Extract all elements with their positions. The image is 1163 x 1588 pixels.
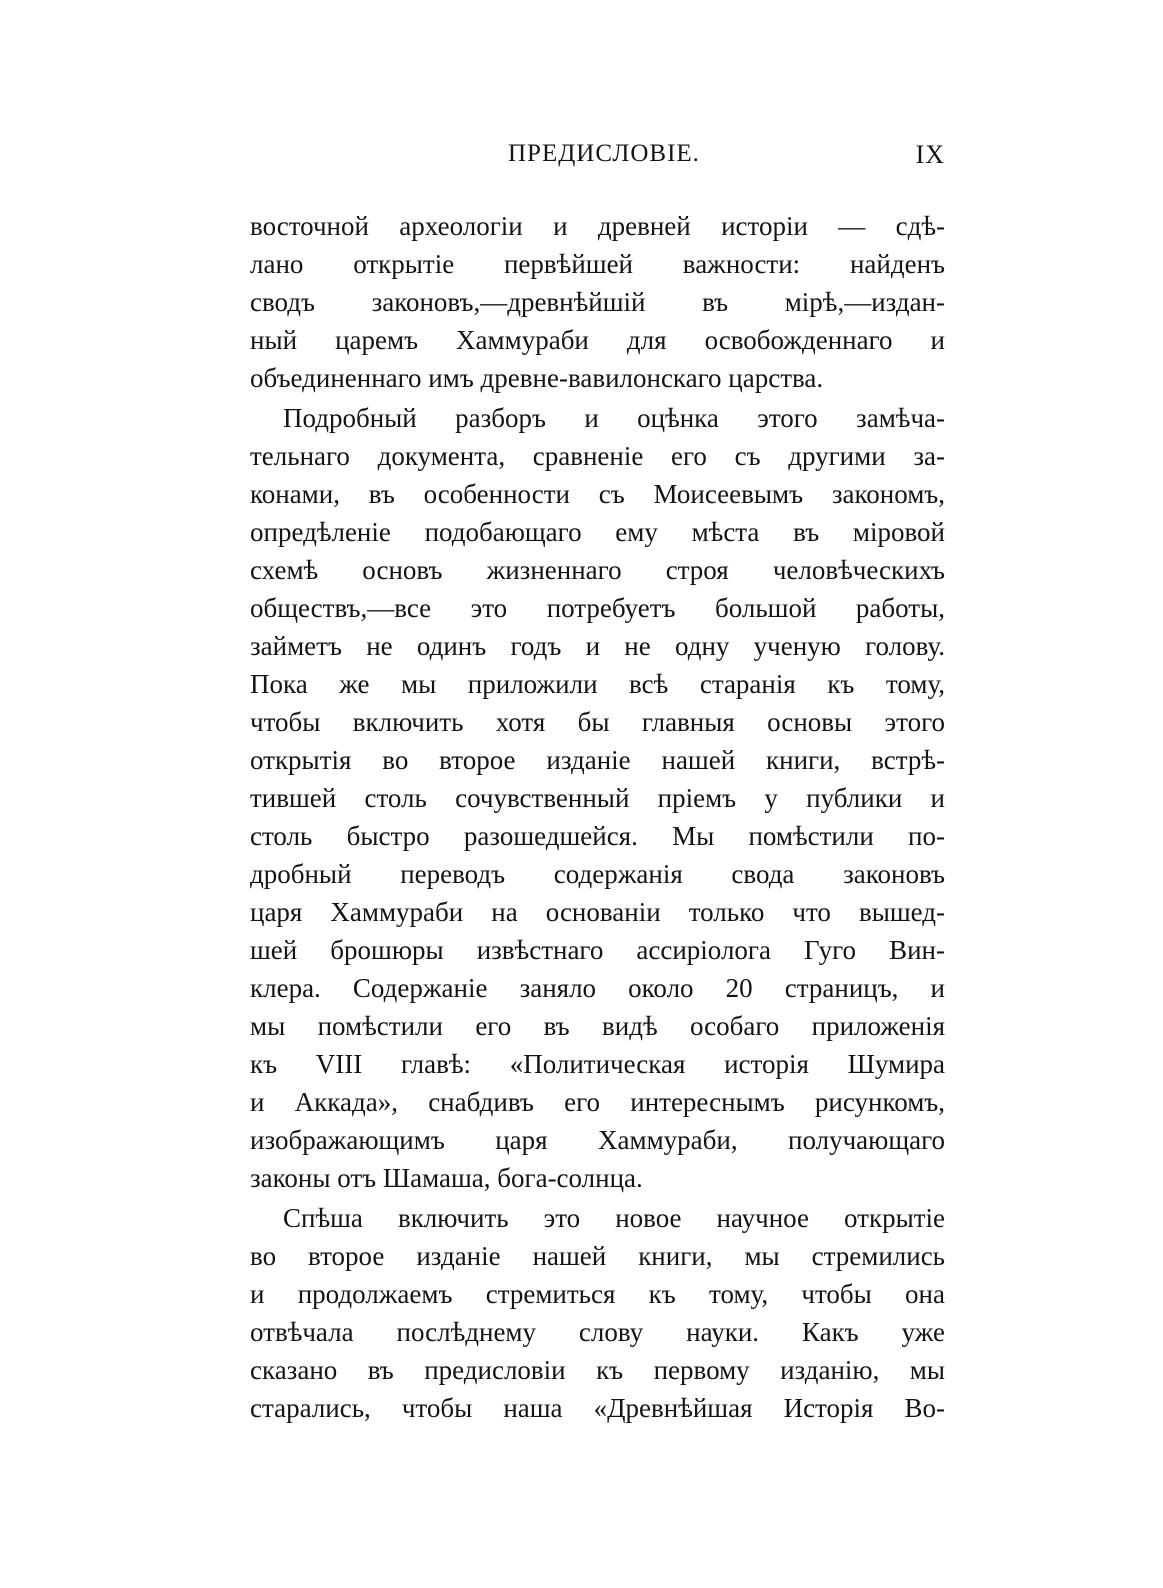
text-line: обществъ,—все это потребуетъ большой работы,: [250, 593, 945, 623]
text-line: конами, въ особенности съ Моисеевымъ закономъ,: [250, 479, 945, 509]
text-line: законы отъ Шамаша, бога-солнца.: [250, 1163, 643, 1193]
text-line: клера. Содержаніе заняло около 20 страницъ, и: [250, 973, 945, 1003]
text-line: схемѣ основъ жизненнаго строя человѣческихъ: [250, 555, 945, 585]
text-line: дробный переводъ содержанія свода законовъ: [250, 859, 945, 889]
text-line: изображающимъ царя Хаммураби, получающаго: [250, 1125, 945, 1155]
text-line: тельнаго документа, сравненіе его съ другими за-: [250, 441, 945, 471]
text-line: ный царемъ Хаммураби для освобожденнаго и: [250, 325, 945, 355]
text-line: сказано въ предисловіи къ первому изданію, мы: [250, 1355, 945, 1385]
text-line: царя Хаммураби на основаніи только что вышед-: [250, 897, 945, 927]
text-line: опредѣленіе подобающаго ему мѣста въ міровой: [250, 517, 945, 547]
text-line: старались, чтобы наша «Древнѣйшая Исторія Во-: [250, 1393, 945, 1423]
text-line: объединеннаго имъ древне-вавилонскаго царства.: [250, 363, 824, 393]
text-line: Пока же мы приложили всѣ старанія къ тому,: [250, 669, 945, 699]
text-line: шей брошюры извѣстнаго ассиріолога Гуго Вин-: [250, 935, 945, 965]
text-line: столь быстро разошедшейся. Мы помѣстили по-: [250, 821, 945, 851]
text-line: къ VIII главѣ: «Политическая исторія Шумира: [250, 1049, 945, 1079]
text-line: восточной археологіи и древней исторіи — сдѣ-: [250, 211, 945, 241]
text-line: и продолжаемъ стремиться къ тому, чтобы она: [250, 1279, 945, 1309]
text-line: сводъ законовъ,—древнѣйшій въ мірѣ,—издан-: [250, 287, 945, 317]
text-line: отвѣчала послѣднему слову науки. Какъ уже: [250, 1317, 945, 1347]
text-line: чтобы включить хотя бы главныя основы этого: [250, 707, 945, 737]
text-line: мы помѣстили его въ видѣ особаго приложенія: [250, 1011, 945, 1041]
text-line: и Аккада», снабдивъ его интереснымъ рисункомъ,: [250, 1087, 945, 1117]
text-line: займетъ не одинъ годъ и не одну ученую голову.: [250, 631, 945, 661]
text-line: лано открытіе первѣйшей важности: найденъ: [250, 249, 945, 279]
running-title: ПРЕДИСЛОВІЕ.: [508, 140, 700, 167]
text-line: открытія во второе изданіе нашей книги, встрѣ-: [250, 745, 945, 775]
page-number: IX: [915, 140, 945, 169]
text-line: Подробный разборъ и оцѣнка этого замѣча-: [283, 403, 945, 433]
text-line: тившей столь сочувственный пріемъ у публики и: [250, 783, 945, 813]
page-header: [250, 140, 945, 180]
text-line: во второе изданіе нашей книги, мы стремились: [250, 1241, 945, 1271]
text-line: Спѣша включить это новое научное открытіе: [283, 1203, 945, 1233]
